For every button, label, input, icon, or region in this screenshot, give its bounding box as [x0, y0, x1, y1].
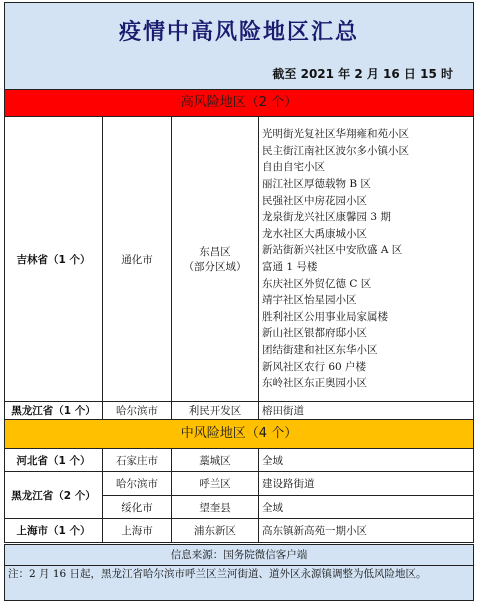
district-note: （部分区域） — [183, 261, 247, 273]
list-item: 胜利社区公用事业局家属楼 — [262, 310, 388, 323]
list-item: 光明街光复社区华翔雍和苑小区 — [262, 128, 409, 141]
risk-summary-sheet — [4, 2, 474, 598]
list-item: 东庆社区外贸亿德 C 区 — [262, 277, 372, 290]
header-block — [4, 2, 474, 90]
city-cell: 绥化市 — [103, 496, 172, 519]
mid-risk-table — [4, 448, 474, 543]
as-of-timestamp: 截至 2021 年 2 月 16 日 15 时 — [272, 67, 453, 81]
list-item: 丽江社区厚德载物 B 区 — [262, 178, 371, 191]
table-row — [5, 117, 474, 402]
province-cell: 黑龙江省（1 个） — [5, 402, 103, 420]
list-item: 自由自宅小区 — [262, 161, 325, 174]
city-cell: 石家庄市 — [103, 449, 172, 472]
page-title: 疫情中高风险地区汇总 — [118, 20, 359, 45]
district-cell: 望奎县 — [172, 496, 259, 519]
province-cell: 黑龙江省（2 个） — [5, 472, 103, 519]
district-cell — [172, 117, 259, 402]
list-item: 富通 1 号楼 — [262, 261, 318, 273]
area-cell: 全域 — [259, 496, 474, 519]
area-cell: 榕田街道 — [259, 402, 474, 420]
high-risk-table — [4, 116, 474, 420]
list-item: 新风社区农行 60 户楼 — [262, 360, 367, 373]
district-name: 东昌区 — [199, 246, 231, 258]
list-item: 民强社区中房花园小区 — [262, 194, 367, 207]
area-cell: 高东镇新高苑一期小区 — [259, 519, 474, 543]
list-item: 龙水社区大禹康城小区 — [262, 227, 367, 240]
list-item: 团结街建和社区东华小区 — [262, 343, 378, 356]
list-item: 东岭社区东正奥园小区 — [262, 377, 367, 390]
area-cell: 建设路街道 — [259, 472, 474, 496]
district-cell: 浦东新区 — [172, 519, 259, 543]
province-cell: 河北省（1 个） — [5, 449, 103, 472]
table-row — [5, 472, 474, 496]
list-item: 靖宇社区怡星园小区 — [262, 294, 357, 307]
list-item: 民主街江南社区波尔多小镇小区 — [262, 144, 409, 157]
list-item: 新站街新兴社区中安欣盛 A 区 — [262, 244, 403, 257]
city-cell: 通化市 — [103, 117, 172, 402]
city-cell: 哈尔滨市 — [103, 472, 172, 496]
area-list-cell — [259, 117, 474, 402]
table-row — [5, 402, 474, 420]
info-source: 信息来源：国务院微信客户端 — [4, 544, 474, 566]
high-risk-header: 高风险地区（2 个） — [4, 89, 474, 117]
list-item: 新山社区银都府邸小区 — [262, 327, 367, 340]
province-cell: 上海市（1 个） — [5, 519, 103, 543]
table-row — [5, 449, 474, 472]
district-cell: 利民开发区 — [172, 402, 259, 420]
table-row — [5, 519, 474, 543]
footnote: 注：2 月 16 日起，黑龙江省哈尔滨市呼兰区兰河街道、道外区永源镇调整为低风险地区。 — [4, 565, 474, 601]
district-cell: 呼兰区 — [172, 472, 259, 496]
city-cell: 哈尔滨市 — [103, 402, 172, 420]
list-item: 龙泉街龙兴社区康馨园 3 期 — [262, 211, 391, 224]
mid-risk-header: 中风险地区（4 个） — [4, 419, 474, 449]
province-cell: 吉林省（1 个） — [5, 117, 103, 402]
city-cell: 上海市 — [103, 519, 172, 543]
area-cell: 全域 — [259, 449, 474, 472]
district-cell: 藁城区 — [172, 449, 259, 472]
